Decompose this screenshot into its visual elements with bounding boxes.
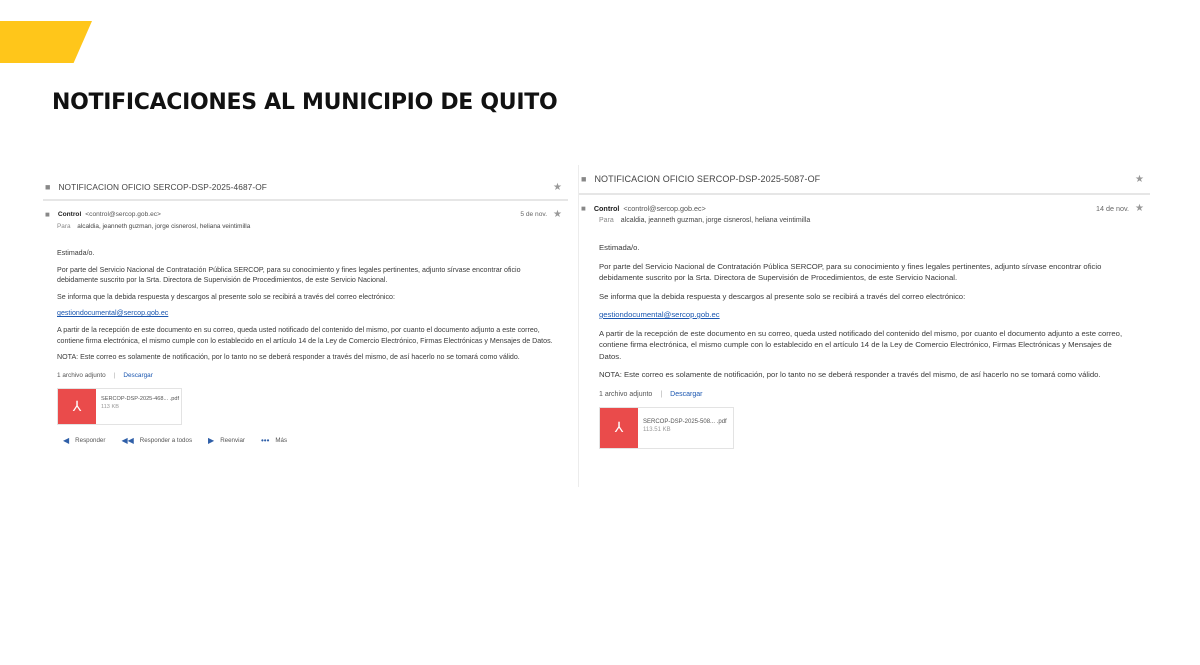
reply-all-button[interactable] <box>121 436 192 445</box>
sender-name[interactable]: Control <box>57 211 82 218</box>
slide-title: NOTIFICACIONES AL MUNICIPIO DE QUITO <box>52 90 558 115</box>
reply-all-label: Responder a todos <box>139 436 193 444</box>
sender-dot-icon: ■ <box>45 210 50 219</box>
to-label: Para <box>599 217 614 224</box>
label-dot-icon: ■ <box>581 174 587 184</box>
sender-name[interactable]: Control <box>593 204 620 213</box>
attachment-name: SERCOP-DSP-2025-468... .pdf <box>101 395 180 402</box>
sender-dot-icon: ■ <box>581 204 586 213</box>
email-screenshot-right <box>578 165 1150 487</box>
recipients: alcaldia, jeanneth guzman, jorge cisnerosl, heliana veintimilla <box>77 223 251 230</box>
sender-email: <control@sercop.gob.ec> <box>623 204 706 213</box>
attachment-size: 113 KB <box>101 403 119 410</box>
more-icon: ••• <box>260 435 270 445</box>
email-actions <box>43 425 568 445</box>
email-sender-row <box>579 195 1150 214</box>
attachments-row <box>43 369 568 379</box>
email-date: 5 de nov. <box>520 211 548 218</box>
email-subject-row <box>43 175 568 201</box>
email-link[interactable]: gestiondocumental@sercop.gob.ec <box>57 309 169 318</box>
email-link[interactable]: gestiondocumental@sercop.gob.ec <box>599 310 720 319</box>
greeting: Estimada/o. <box>57 249 95 257</box>
forward-button[interactable] <box>208 436 245 445</box>
separator: | <box>113 371 116 379</box>
star-icon[interactable]: ★ <box>1135 203 1144 214</box>
reply-icon: ◀ <box>63 435 70 445</box>
body-paragraph: A partir de la recepción de este documento en su correo, queda usted notificado del contenido del mismo, por cuanto el documento adjunto a este correo, contiene firma electrónica, el mismo cumple con lo establecido en el artículo 14 de la Ley de Comercio Electrónico, Firmas Electrónicas y Mensajes de Datos. <box>57 325 553 345</box>
body-paragraph: Por parte del Servicio Nacional de Contratación Pública SERCOP, para su conocimiento y fines legales pertinentes, adjunto sírvase encontrar oficio debidamente suscrito por la Srta. Directora de Supervisión de Procedimientos, de este Servicio Nacional. <box>57 265 521 285</box>
email-sender-row <box>43 201 568 220</box>
download-link[interactable]: Descargar <box>670 390 703 398</box>
label-dot-icon: ■ <box>45 182 51 192</box>
more-button[interactable] <box>261 436 287 445</box>
pdf-icon: ⅄ <box>600 408 638 448</box>
body-paragraph: Por parte del Servicio Nacional de Contratación Pública SERCOP, para su conocimiento y fines legales pertinentes, adjunto sírvase encontrar oficio debidamente suscrito por la Srta. Directora de Supervisión de Procedimientos, de este Servicio Nacional. <box>599 261 1102 282</box>
star-icon[interactable]: ★ <box>1135 173 1144 185</box>
email-screenshot-left <box>43 175 568 495</box>
nota-paragraph: NOTA: Este correo es solamente de notificación, por lo tanto no se deberá responder a través del mismo, de así hacerlo no se tomará como válido. <box>599 370 1101 379</box>
body-paragraph: A partir de la recepción de este documento en su correo, queda usted notificado del contenido del mismo, por cuanto el documento adjunto a este correo, contiene firma electrónica, el mismo cumple con lo establecido en el artículo 14 de la Ley de Comercio Electrónico, Firmas Electrónicas y Mensajes de Datos. <box>599 328 1123 361</box>
star-icon[interactable]: ★ <box>553 181 562 193</box>
attachments-count: 1 archivo adjunto <box>599 390 653 398</box>
attachment-card[interactable] <box>599 407 734 449</box>
forward-icon: ▶ <box>208 435 215 445</box>
star-icon[interactable]: ★ <box>553 209 562 220</box>
email-body <box>43 230 568 363</box>
recipients: alcaldia, jeanneth guzman, jorge cisnerosl, heliana veintimilla <box>620 217 811 224</box>
to-label: Para <box>57 223 71 230</box>
reply-label: Responder <box>75 436 106 444</box>
attachments-count: 1 archivo adjunto <box>57 371 106 379</box>
nota-paragraph: NOTA: Este correo es solamente de notificación, por lo tanto no se deberá responder a través del mismo, de así hacerlo no se tomará como válido. <box>57 353 520 362</box>
forward-label: Reenviar <box>220 436 245 444</box>
attachment-card[interactable] <box>57 388 182 425</box>
email-date: 14 de nov. <box>1095 204 1130 213</box>
yellow-accent-bar <box>0 21 92 63</box>
attachment-name: SERCOP-DSP-2025-508... .pdf <box>643 418 727 425</box>
more-label: Más <box>275 436 288 444</box>
body-paragraph: Se informa que la debida respuesta y descargos al presente solo se recibirá a través del correo electrónico: <box>57 292 395 301</box>
email-body <box>579 224 1150 381</box>
separator: | <box>660 390 663 398</box>
email-subject: NOTIFICACION OFICIO SERCOP-DSP-2025-4687-OF <box>58 182 267 192</box>
greeting: Estimada/o. <box>599 243 640 252</box>
attachment-size: 113.51 KB <box>643 426 671 433</box>
sender-email: <control@sercop.gob.ec> <box>85 211 161 218</box>
reply-all-icon: ◀◀ <box>121 435 134 445</box>
body-paragraph: Se informa que la debida respuesta y descargos al presente solo se recibirá a través del correo electrónico: <box>599 291 966 301</box>
email-subject-row <box>579 165 1150 195</box>
pdf-icon: ⅄ <box>58 389 96 424</box>
recipients-row <box>579 214 1150 224</box>
email-subject: NOTIFICACION OFICIO SERCOP-DSP-2025-5087-OF <box>594 174 821 184</box>
download-link[interactable]: Descargar <box>123 371 153 379</box>
recipients-row <box>43 220 568 230</box>
reply-button[interactable] <box>63 436 105 445</box>
attachments-row <box>579 388 1150 398</box>
